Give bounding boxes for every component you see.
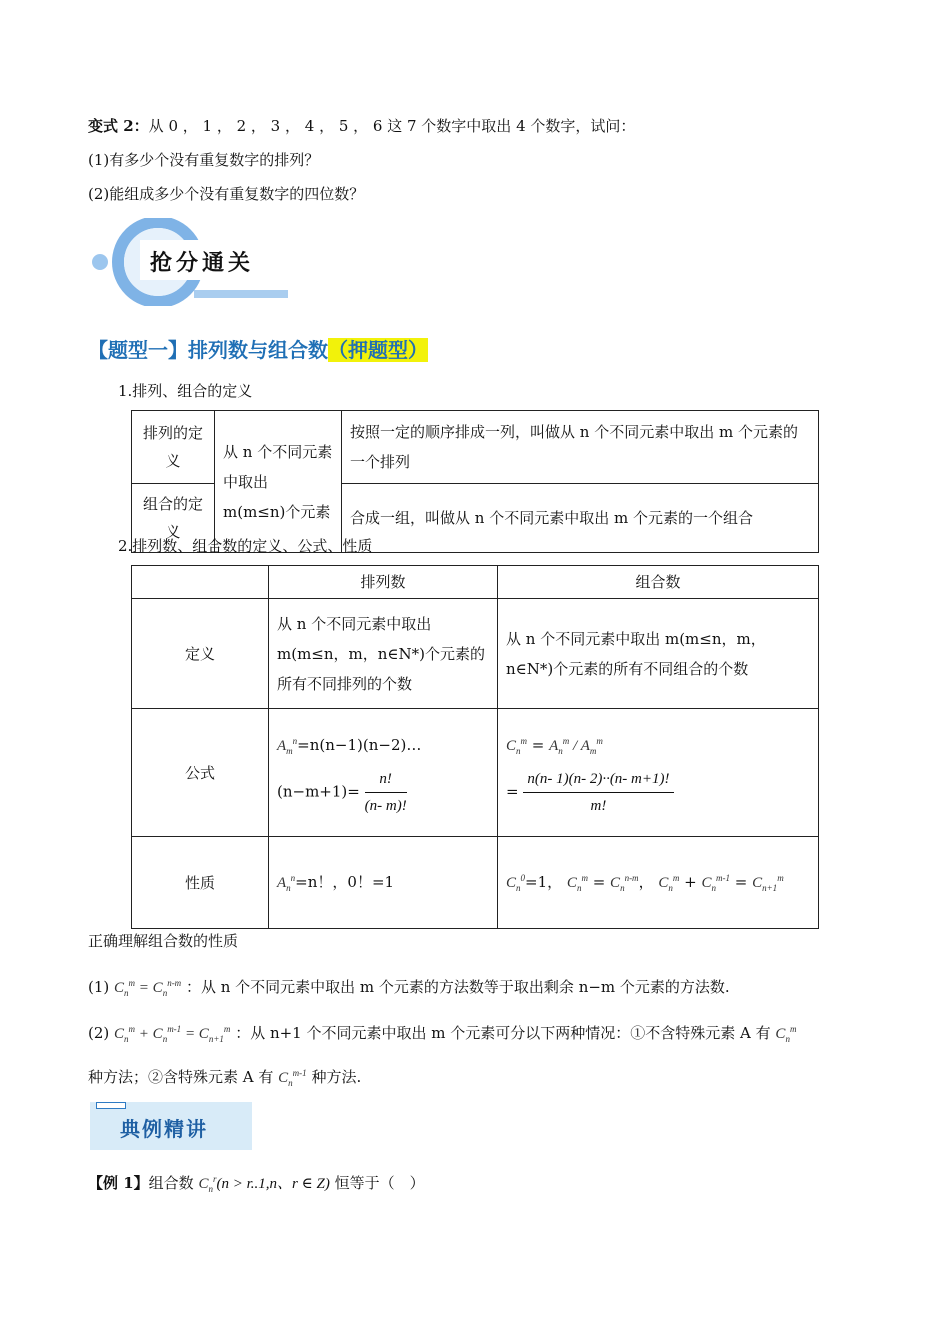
table2-comb-def: 从 n 个不同元素中取出 m(m≤n，m，n∈N*)个元素的所有不同组合的个数 bbox=[498, 599, 819, 709]
perm-fraction: $\frac{n!}{(n- m)!}$ bbox=[365, 766, 407, 819]
table2-row-prop: 性质 bbox=[132, 837, 269, 929]
property-2-cont: 种方法；②含特殊元素 A 有 $C_n^{m-1}$ 种方法. bbox=[88, 1068, 362, 1088]
table2-comb-prop: $C_n^0=1$， $C_n^m = C_n^{n-m}$， $C_n^m + C_n^{m-1} = C_{n+1}^m$ bbox=[498, 837, 819, 929]
badge-dianli: 典例精讲 bbox=[90, 1102, 252, 1150]
table1-perm-head: 排列的定义 bbox=[132, 411, 215, 484]
section-title-main: 【题型一】排列数与组合数 bbox=[88, 338, 328, 362]
formula-table bbox=[131, 565, 819, 929]
variant2-label: 变式 2： bbox=[88, 117, 149, 135]
subheading-2: 2.排列数、组合数的定义、公式、性质 bbox=[118, 537, 373, 555]
definition-table bbox=[131, 410, 819, 553]
badge-qiangfen bbox=[90, 218, 290, 306]
table1-comb-head: 组合的定义 bbox=[132, 484, 215, 553]
table2-perm-prop: $A_n^n=n$！，0！=1 bbox=[269, 837, 498, 929]
table1-perm-desc: 按照一定的顺序排成一列，叫做从 n 个不同元素中取出 m 个元素的一个排列 bbox=[342, 411, 819, 484]
table2-perm-def: 从 n 个不同元素中取出 m(m≤n，m，n∈N*)个元素的所有不同排列的个数 bbox=[269, 599, 498, 709]
table2-col-perm: 排列数 bbox=[269, 566, 498, 599]
table2-comb-formula: $C_n^m = A_n^m / A_m^m$ = $\frac{n(n- 1)(n- 2)\cdot\cdot(n- m+1)!}{m!}$ bbox=[498, 709, 819, 837]
table2-row-def: 定义 bbox=[132, 599, 269, 709]
table1-shared-prefix: 从 n 个不同元素中取出 m(m≤n)个元素 bbox=[215, 411, 342, 553]
variant2-text: 从 0 ， 1 ， 2 ， 3 ， 4 ， 5 ， 6 这 7 个数字中取出 4 个数字，试问： bbox=[148, 117, 636, 135]
variant2-question bbox=[88, 115, 635, 137]
property-1: (1) $C_n^m = C_n^{n-m}$ ：从 n 个不同元素中取出 m 个元素的方法数等于取出剩余 n−m 个元素的方法数. bbox=[88, 978, 730, 998]
example-1: 【例 1】组合数 $C_n^r(n > r..1,n$、r ∈ Z) 恒等于（ ） bbox=[88, 1174, 425, 1194]
table2-corner bbox=[132, 566, 269, 599]
perm-symbol: $A_m^n$ bbox=[277, 736, 298, 756]
subheading-1: 1.排列、组合的定义 bbox=[118, 382, 253, 400]
table1-comb-desc: 合成一组，叫做从 n 个不同元素中取出 m 个元素的一个组合 bbox=[342, 484, 819, 553]
badge-qiangfen-text: 抢分通关 bbox=[150, 251, 255, 276]
variant2-q1: (1)有多少个没有重复数字的排列？ bbox=[88, 151, 320, 169]
variant2-q2: (2)能组成多少个没有重复数字的四位数？ bbox=[88, 185, 365, 203]
badge-bar-icon bbox=[96, 1102, 126, 1109]
table2-row-formula: 公式 bbox=[132, 709, 269, 837]
understand-line: 正确理解组合数的性质 bbox=[88, 932, 239, 950]
section-title-highlight: （押题型） bbox=[328, 338, 428, 362]
comb-fraction: $\frac{n(n- 1)(n- 2)\cdot\cdot(n- m+1)!}{m!}$ bbox=[523, 766, 673, 819]
property-2: (2) $C_n^m + C_n^{m-1} = C_{n+1}^m$ ：从 n+1 个不同元素中取出 m 个元素可分以下两种情况：①不含特殊元素 A 有 $C_n^m$ bbox=[88, 1024, 797, 1044]
table2-col-comb: 组合数 bbox=[498, 566, 819, 599]
section-title bbox=[88, 334, 428, 363]
table2-perm-formula: $A_m^n=n(n-1)(n-2)\dots(n-m+1)=$ $\frac{n!}{(n- m)!}$ bbox=[269, 709, 498, 837]
